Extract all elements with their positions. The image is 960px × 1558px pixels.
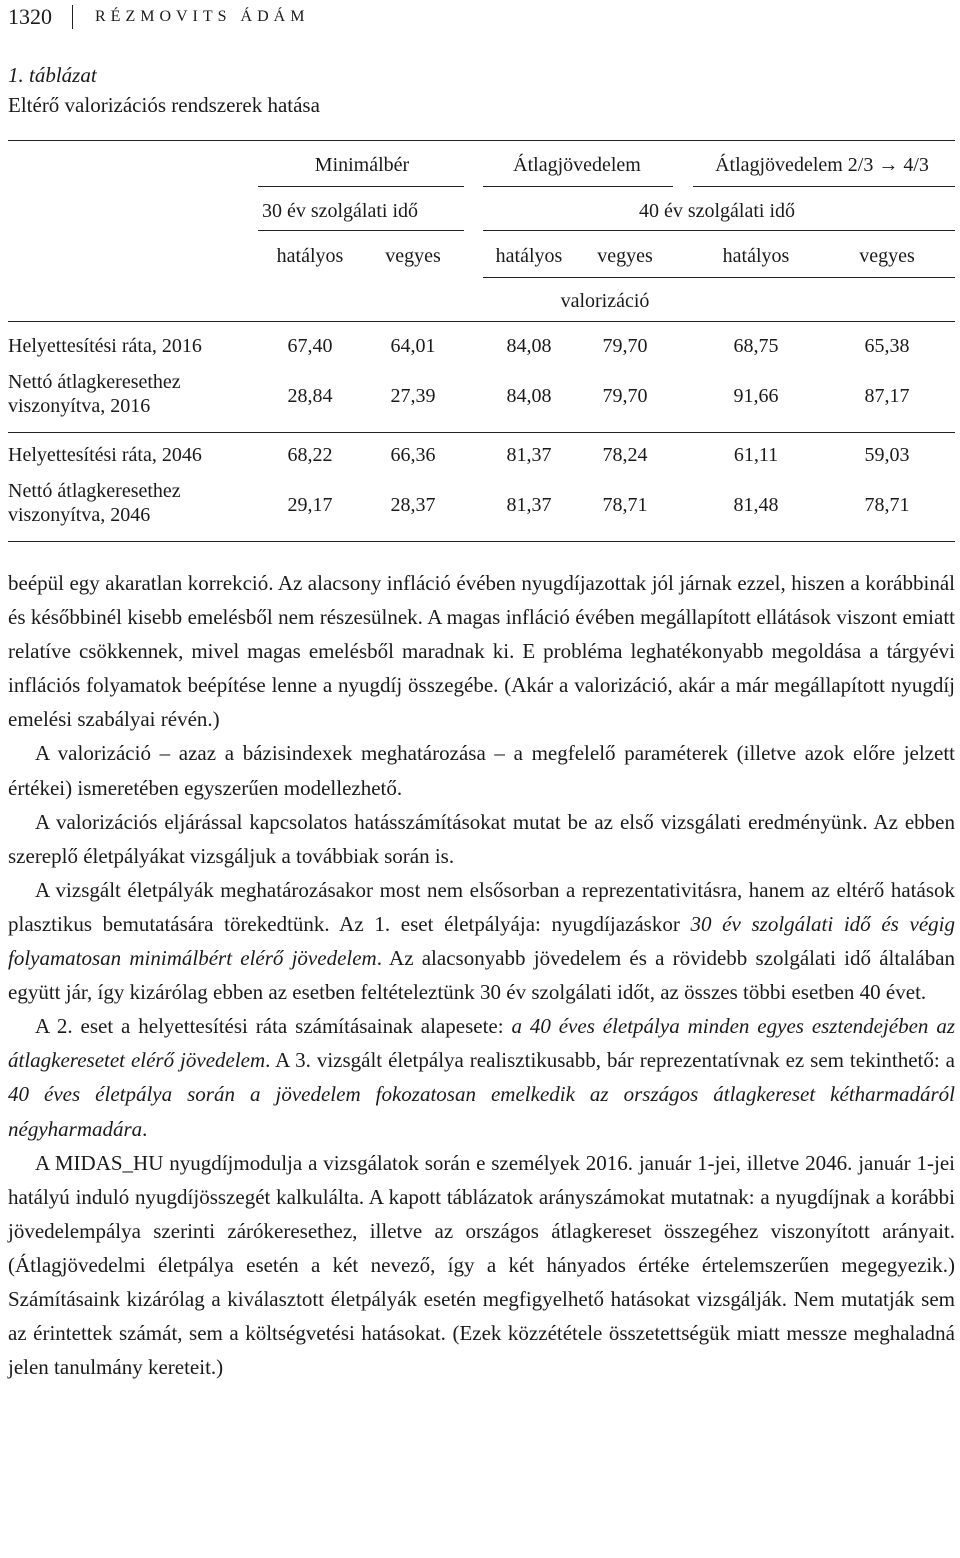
running-header [8, 2, 309, 32]
table-cell: 81,37 [506, 494, 552, 516]
table-cell: 79,70 [602, 385, 648, 407]
valorization-label: valorizáció [560, 290, 650, 312]
table-cell: 68,22 [287, 444, 333, 466]
sub-header-rule [483, 277, 955, 278]
table-cell: 91,66 [733, 385, 779, 407]
table-cell: 78,24 [602, 444, 648, 466]
group-rule-average-income [483, 186, 673, 187]
service-header-30-years: 30 év szolgálati idő [261, 200, 419, 222]
sub-header: hatályos [495, 245, 563, 267]
table-row-label: Helyettesítési ráta, 2016 [8, 335, 202, 357]
body-text [8, 566, 955, 1384]
table-cell: 65,38 [864, 335, 910, 357]
paragraph: beépül egy akaratlan korrekció. Az alacsony infláció évében nyugdíjazottak jól járnak ezzel, hiszen a korábbinál és későbbinél kisebb emelésből nem részesülnek. A magas infláció évében megállapított ellátások viszont emiatt relatíve csökkennek, mivel magas emelésből maradnak ki. E probléma leghatékonyabb megoldása a tárgyévi inflációs folyamatok beépítése lenne a nyugdíj összegébe. (Akár a valorizáció, akár a már megállapított nyugdíj emelési szabályai révén.) [8, 571, 955, 732]
table-top-rule [8, 140, 955, 141]
table-caption [8, 60, 320, 120]
emphasis: 30 év szolgálati idő és végig folyamatosan minimálbért elérő jövedelem [8, 911, 955, 971]
emphasis: 40 éves életpálya során a jövedelem fokozatosan emelkedik az országos átlagkereset kétharmadáról négyharmadára [8, 1082, 955, 1141]
table-mid-rule [8, 432, 955, 433]
table-cell: 84,08 [506, 335, 552, 357]
paragraph: A valorizáció – azaz a bázisindexek meghatározása – a megfelelő paraméterek (illetve azok előre jelzett értékei) ismeretében egyszerűen modellezhető. [8, 741, 955, 800]
table-bottom-rule [8, 541, 955, 542]
table-row-label: Helyettesítési ráta, 2046 [8, 444, 202, 466]
table-cell: 27,39 [390, 385, 436, 407]
running-head-author: RÉZMOVITS ÁDÁM [95, 8, 310, 25]
sub-header: hatályos [276, 245, 344, 267]
emphasis: a 40 éves életpálya minden egyes esztendejében az átlagkeresetet elérő jövedelem [8, 1014, 955, 1073]
table-cell: 64,01 [390, 335, 436, 357]
table-title: Eltérő valorizációs rendszerek hatása [8, 93, 320, 117]
group-header-average-income-progressive: Átlagjövedelem 2/3 → 4/3 [715, 154, 929, 176]
sub-header: vegyes [385, 245, 441, 267]
table-cell: 84,08 [506, 385, 552, 407]
group-header-minimum-wage: Minimálbér [314, 154, 410, 176]
table-header-bottom-rule [8, 321, 955, 322]
paragraph: A vizsgált életpályák meghatározásakor most nem elsősorban a reprezentativitásra, hanem az eltérő hatások plasztikus bemutatására törekedtünk. Az 1. eset életpályája: nyugdíjazáskor 30 év szolgálati idő és végig folyamatosan minimálbért elérő jövedelem. Az alacsonyabb jövedelem és a rövidebb szolgálati idő általában együtt jár, így kizárólag ebben az esetben feltételeztünk 30 év szolgálati időt, az összes többi esetben 40 évet. [8, 877, 956, 1005]
table-row-label: Nettó átlagkeresethez viszonyítva, 2016 [8, 371, 181, 417]
table-row-label: Nettó átlagkeresethez viszonyítva, 2046 [8, 480, 181, 526]
table-cell: 81,37 [506, 444, 552, 466]
table-cell: 68,75 [733, 335, 779, 357]
table-cell: 78,71 [864, 494, 910, 516]
paragraph: A MIDAS_HU nyugdíjmodulja a vizsgálatok során e személyek 2016. január 1-jei, illetve 2046. január 1-jei hatályú induló nyugdíjösszegét kalkulálta. A kapott táblázatok arányszámokat mutatnak: a nyugdíjnak a korábbi jövedelempálya szerinti zárókeresethez, illetve az országos átlagkereset összegéhez viszonyított arányait. (Átlagjövedelmi életpálya esetén a két nevező, így a két hányados értéke értelemszerűen megegyezik.) Számításaink kizárólag a kiválasztott életpályák esetén megfigyelhető hatásokat vizsgálják. Nem mutatják sem az érintettek számát, sem a költségvetési hatásokat. (Ezek közzététele összetettségük miatt messze meghaladná jelen tanulmány kereteit.) [8, 1150, 955, 1380]
paragraph: A valorizációs eljárással kapcsolatos hatásszámításokat mutat be az első vizsgálati eredményünk. Az ebben szereplő életpályákat vizsgáljuk a továbbiak során is. [8, 809, 955, 868]
table-cell: 67,40 [287, 335, 333, 357]
table-cell: 66,36 [390, 444, 436, 466]
service-header-40-years: 40 év szolgálati idő [638, 200, 796, 222]
sub-header: vegyes [597, 245, 653, 267]
service-rule-30-years [258, 230, 464, 231]
sub-header: vegyes [859, 245, 915, 267]
group-rule-minimum-wage [258, 186, 464, 187]
table-cell: 59,03 [864, 444, 910, 466]
table-number: 1. táblázat [8, 63, 97, 87]
table-cell: 87,17 [864, 385, 910, 407]
table-cell: 81,48 [733, 494, 779, 516]
table-cell: 78,71 [602, 494, 648, 516]
table-cell: 79,70 [602, 335, 648, 357]
paragraph: A 2. eset a helyettesítési ráta számításainak alapesete: a 40 éves életpálya minden egyes esztendejében az átlagkeresetet elérő jövedelem. A 3. vizsgált életpálya realisztikusabb, bár reprezentatívnak ez sem tekinthető: a 40 éves életpálya során a jövedelem fokozatosan emelkedik az országos átlagkereset kétharmadáról négyharmadára. [8, 1014, 955, 1141]
page-number: 1320 [8, 4, 52, 29]
service-rule-40-years [483, 230, 955, 231]
group-header-average-income: Átlagjövedelem [513, 154, 641, 176]
table-cell: 29,17 [287, 494, 333, 516]
header-divider [72, 5, 73, 29]
table-cell: 28,37 [390, 494, 436, 516]
table-cell: 28,84 [287, 385, 333, 407]
group-rule-average-income-progressive [693, 186, 955, 187]
table-cell: 61,11 [733, 444, 779, 466]
sub-header: hatályos [722, 245, 790, 267]
